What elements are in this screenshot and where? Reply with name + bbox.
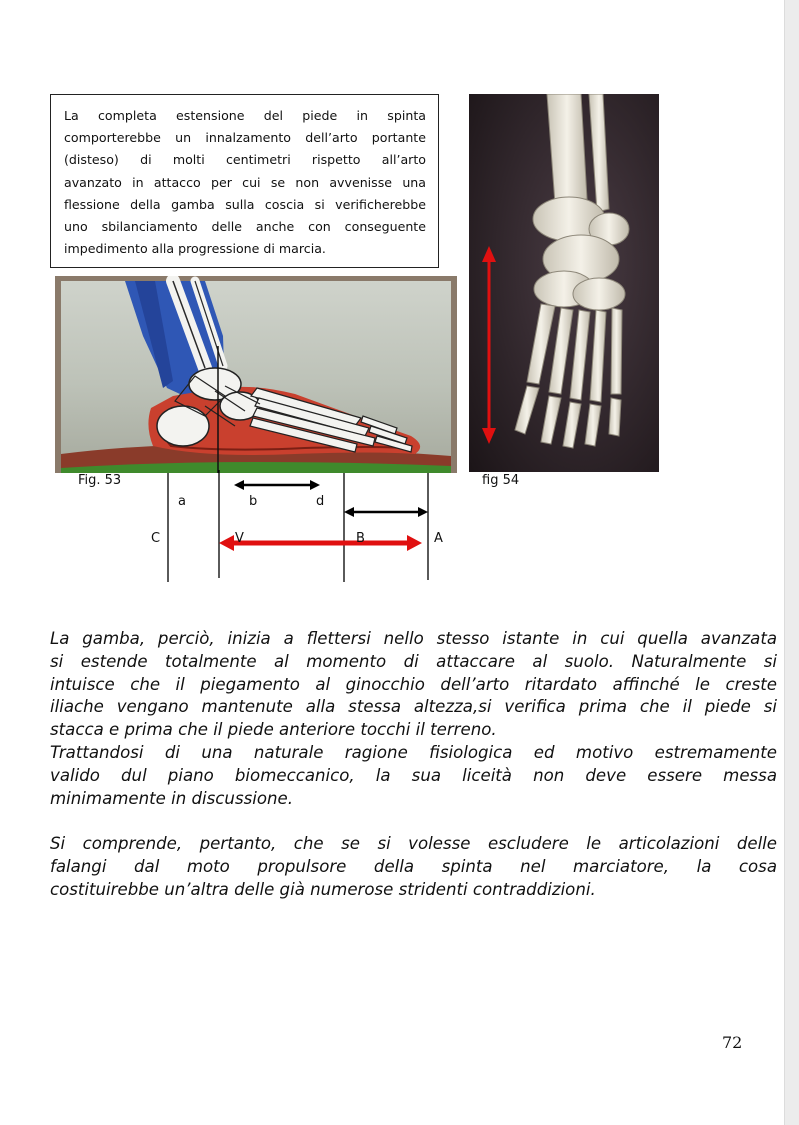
figure-54-caption: fig 54 bbox=[482, 473, 520, 488]
paragraph-line: costituirebbe un’altra delle già numerose stridenti contraddizioni. bbox=[50, 879, 596, 899]
paragraph-line: minimamente in discussione. bbox=[50, 788, 293, 808]
label-d: d bbox=[316, 494, 325, 509]
paragraph-line: La gamba, perciò, inizia a flettersi nello stesso istante in cui quella avanzata bbox=[50, 629, 777, 648]
paragraph-line: iliache vengano mantenute alla stessa altezza,si verifica prima che il piede si bbox=[50, 697, 777, 717]
page-number: 72 bbox=[722, 1033, 743, 1052]
callout-line: uno sbilanciamento delle anche con conseguente bbox=[64, 219, 426, 235]
callout-line: La completa estensione del piede in spinta bbox=[64, 108, 426, 123]
figure-53-caption: Fig. 53 bbox=[78, 473, 122, 488]
arrow-B-A bbox=[344, 507, 428, 517]
paragraph-line: stacca e prima che il piede anteriore tocchi il terreno. bbox=[50, 720, 497, 740]
step-phase-diagram bbox=[130, 470, 450, 585]
skeleton-foot-photo bbox=[469, 94, 659, 472]
paragraph-line: Si comprende, pertanto, che se si volesse escludere le articolazioni delle bbox=[50, 834, 777, 854]
callout-box bbox=[50, 94, 439, 268]
callout-line: avanzato in attacco per cui se non avvenisse una bbox=[64, 174, 426, 190]
foot-xray-illustration bbox=[55, 276, 457, 473]
callout-line: flessione della gamba sulla coscia si verificherebbe bbox=[64, 196, 426, 212]
paragraph-line: si estende totalmente al momento di attaccare al suolo. Naturalmente si bbox=[50, 651, 777, 671]
label-B: B bbox=[356, 531, 365, 546]
label-b: b bbox=[249, 494, 258, 509]
callout-line: (disteso) di molti centimetri rispetto all’arto bbox=[64, 152, 426, 168]
page-edge-shadow bbox=[784, 0, 799, 1125]
paragraph-line: Trattandosi di una naturale ragione fisiologica ed motivo estremamente bbox=[50, 742, 777, 762]
figure-54-skeleton-foot-photo bbox=[469, 94, 659, 472]
label-a: a bbox=[178, 494, 186, 509]
paragraph-line: falangi dal moto propulsore della spinta nel marciatore, la cosa bbox=[50, 856, 777, 876]
paragraph-line: intuisce che il piegamento al ginocchio dell’arto ritardato affinché le creste bbox=[50, 674, 777, 694]
figure-53-foot-illustration bbox=[55, 276, 457, 473]
callout-line: comporterebbe un innalzamento dell’arto portante bbox=[64, 130, 426, 146]
label-V: V bbox=[235, 531, 244, 546]
arrow-b-d bbox=[234, 480, 320, 490]
label-C: C bbox=[151, 531, 161, 546]
paragraph-line: valido dul piano biomeccanico, la sua liceità non deve essere messa bbox=[50, 765, 777, 785]
callout-line: impedimento alla progressione di marcia. bbox=[64, 241, 326, 257]
paragraph-gap bbox=[50, 810, 777, 833]
body-text bbox=[50, 628, 777, 902]
arrow-V-A-red bbox=[219, 535, 422, 551]
label-A: A bbox=[434, 531, 443, 546]
